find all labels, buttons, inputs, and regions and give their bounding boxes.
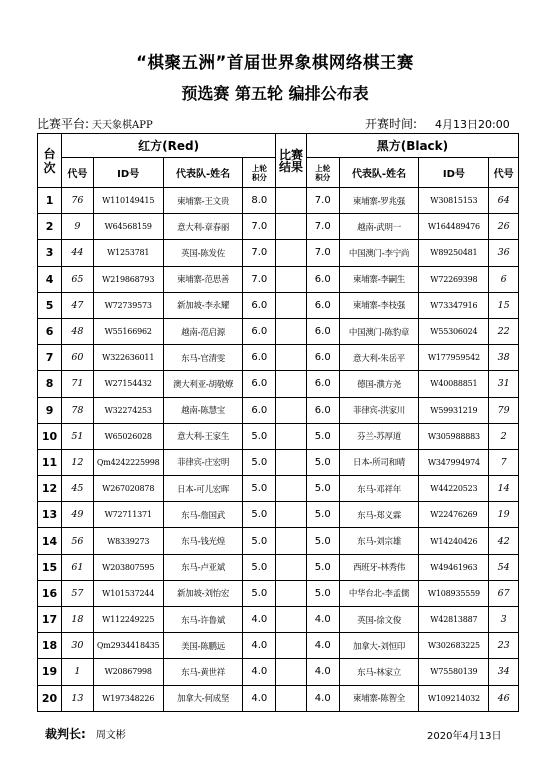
red-player-code: 44: [62, 240, 94, 266]
table-number-cell: 8: [38, 371, 62, 397]
red-player-prev-score: 5.0: [243, 449, 276, 475]
pairing-rows: [38, 188, 519, 712]
red-player-team-name: 意大利-章春丽: [163, 214, 243, 240]
red-player-id: W20867998: [93, 659, 163, 685]
red-score-header: 上轮 积分: [243, 158, 276, 188]
black-player-code: 23: [489, 633, 519, 659]
table-number-cell: 17: [38, 607, 62, 633]
red-player-code: 57: [62, 580, 94, 606]
red-player-team-name: 英国-陈发佐: [163, 240, 243, 266]
red-player-id: W101537244: [93, 580, 163, 606]
footer-date: 2020年4月13日: [427, 731, 502, 742]
red-side-header: 红方(Red): [62, 134, 276, 158]
black-player-prev-score: 4.0: [306, 607, 339, 633]
table-row: [38, 266, 519, 292]
table-number-cell: 11: [38, 449, 62, 475]
table-row: [38, 345, 519, 371]
black-player-code: 46: [489, 685, 519, 711]
table-number-cell: 13: [38, 502, 62, 528]
match-result-cell: [276, 476, 307, 502]
table-number-cell: 5: [38, 292, 62, 318]
black-player-code: 42: [489, 528, 519, 554]
black-player-code: 79: [489, 397, 519, 423]
red-player-id: W112249225: [93, 607, 163, 633]
black-player-team-name: 菲律宾-洪家川: [339, 397, 419, 423]
red-player-id: W72711371: [93, 502, 163, 528]
black-player-code: 34: [489, 659, 519, 685]
match-result-cell: [276, 580, 307, 606]
black-player-id: W302683225: [419, 633, 489, 659]
platform-info: [37, 115, 153, 132]
red-player-id: W267020878: [93, 476, 163, 502]
black-player-prev-score: 5.0: [306, 423, 339, 449]
table-row: [38, 685, 519, 711]
red-player-code: 9: [62, 214, 94, 240]
black-player-team-name: 柬埔寨-李枝强: [339, 292, 419, 318]
platform-value: 天天象棋APP: [92, 120, 153, 131]
black-player-id: W30815153: [419, 188, 489, 214]
red-player-code: 1: [62, 659, 94, 685]
black-player-team-name: 东马-郑义霖: [339, 502, 419, 528]
red-player-prev-score: 5.0: [243, 476, 276, 502]
red-player-prev-score: 5.0: [243, 528, 276, 554]
black-player-code: 3: [489, 607, 519, 633]
table-row: [38, 423, 519, 449]
black-player-prev-score: 5.0: [306, 502, 339, 528]
red-player-id: W219868793: [93, 266, 163, 292]
table-row: [38, 214, 519, 240]
table-row: [38, 449, 519, 475]
black-player-code: 67: [489, 580, 519, 606]
table-row: [38, 659, 519, 685]
red-player-code: 30: [62, 633, 94, 659]
red-player-code: 47: [62, 292, 94, 318]
table-number-cell: 1: [38, 188, 62, 214]
black-player-id: W89250481: [419, 240, 489, 266]
red-player-team-name: 东马-黄世祥: [163, 659, 243, 685]
red-player-id: W203807595: [93, 554, 163, 580]
red-player-code: 13: [62, 685, 94, 711]
red-player-team-name: 新加坡-李永耀: [163, 292, 243, 318]
pairing-table: [37, 133, 519, 712]
red-player-id: W32274253: [93, 397, 163, 423]
black-player-prev-score: 6.0: [306, 266, 339, 292]
black-player-team-name: 东马-邓祥年: [339, 476, 419, 502]
red-player-id: W64568159: [93, 214, 163, 240]
red-player-code: 12: [62, 449, 94, 475]
black-player-id: W44220523: [419, 476, 489, 502]
document-title: “棋聚五洲”首届世界象棋网络棋王赛: [136, 53, 414, 72]
black-player-team-name: 芬兰-苏厚道: [339, 423, 419, 449]
red-player-id: W8339273: [93, 528, 163, 554]
black-id-header: ID号: [419, 158, 489, 188]
black-player-prev-score: 4.0: [306, 659, 339, 685]
red-player-team-name: 日本-可儿宏晖: [163, 476, 243, 502]
red-player-prev-score: 4.0: [243, 633, 276, 659]
black-player-prev-score: 6.0: [306, 371, 339, 397]
red-player-code: 60: [62, 345, 94, 371]
red-player-code: 51: [62, 423, 94, 449]
black-player-prev-score: 4.0: [306, 633, 339, 659]
black-player-code: 14: [489, 476, 519, 502]
table-row: [38, 292, 519, 318]
red-player-prev-score: 5.0: [243, 502, 276, 528]
red-player-prev-score: 4.0: [243, 659, 276, 685]
table-row: [38, 476, 519, 502]
black-player-prev-score: 5.0: [306, 449, 339, 475]
match-result-cell: [276, 266, 307, 292]
red-player-code: 78: [62, 397, 94, 423]
match-result-cell: [276, 423, 307, 449]
match-result-cell: [276, 345, 307, 371]
black-player-prev-score: 5.0: [306, 554, 339, 580]
table-number-cell: 3: [38, 240, 62, 266]
black-player-team-name: 德国-濮方尧: [339, 371, 419, 397]
red-player-prev-score: 4.0: [243, 607, 276, 633]
red-player-prev-score: 6.0: [243, 345, 276, 371]
black-player-id: W59931219: [419, 397, 489, 423]
black-player-id: W42813887: [419, 607, 489, 633]
chief-referee: [45, 725, 126, 742]
table-row: [38, 240, 519, 266]
table-number-cell: 9: [38, 397, 62, 423]
table-number-cell: 20: [38, 685, 62, 711]
black-player-id: W49461963: [419, 554, 489, 580]
match-result-cell: [276, 449, 307, 475]
red-player-team-name: 越南-范启源: [163, 318, 243, 344]
match-result-cell: [276, 685, 307, 711]
red-player-code: 71: [62, 371, 94, 397]
black-player-code: 2: [489, 423, 519, 449]
red-player-id: W65026028: [93, 423, 163, 449]
black-player-team-name: 柬埔寨-罗兆强: [339, 188, 419, 214]
red-player-id: W55166962: [93, 318, 163, 344]
black-player-prev-score: 5.0: [306, 528, 339, 554]
red-player-team-name: 东马-钱光煌: [163, 528, 243, 554]
red-player-id: W1253781: [93, 240, 163, 266]
table-number-cell: 12: [38, 476, 62, 502]
red-player-team-name: 东马-官清雯: [163, 345, 243, 371]
red-player-prev-score: 6.0: [243, 292, 276, 318]
black-player-prev-score: 5.0: [306, 476, 339, 502]
match-result-cell: [276, 371, 307, 397]
black-player-code: 38: [489, 345, 519, 371]
red-player-code: 56: [62, 528, 94, 554]
referee-name: 周文彬: [95, 730, 126, 741]
match-result-cell: [276, 214, 307, 240]
start-time-value: 4月13日20:00: [435, 118, 510, 131]
table-number-cell: 4: [38, 266, 62, 292]
black-player-id: W40088851: [419, 371, 489, 397]
red-player-id: W27154432: [93, 371, 163, 397]
black-player-team-name: 日本-所司和晴: [339, 449, 419, 475]
result-header: 比赛 结果: [276, 134, 307, 188]
red-player-team-name: 澳大利亚-胡敬燎: [163, 371, 243, 397]
red-player-prev-score: 5.0: [243, 580, 276, 606]
black-player-code: 7: [489, 449, 519, 475]
table-number-cell: 16: [38, 580, 62, 606]
black-player-code: 64: [489, 188, 519, 214]
black-player-id: W109214032: [419, 685, 489, 711]
red-player-prev-score: 6.0: [243, 371, 276, 397]
black-player-id: W72269398: [419, 266, 489, 292]
red-player-code: 65: [62, 266, 94, 292]
black-player-prev-score: 7.0: [306, 214, 339, 240]
red-player-code: 61: [62, 554, 94, 580]
table-number-header: 台 次: [38, 134, 62, 188]
red-player-id: W110149415: [93, 188, 163, 214]
red-player-team-name: 意大利-王家生: [163, 423, 243, 449]
table-row: [38, 580, 519, 606]
red-player-prev-score: 6.0: [243, 318, 276, 344]
black-player-id: W108935559: [419, 580, 489, 606]
red-player-team-name: 越南-陈慧宝: [163, 397, 243, 423]
black-score-header: 上轮 积分: [306, 158, 339, 188]
red-player-id: Qm4242225998: [93, 449, 163, 475]
table-row: [38, 502, 519, 528]
black-player-code: 6: [489, 266, 519, 292]
match-result-cell: [276, 607, 307, 633]
red-num-header: 代号: [62, 158, 94, 188]
black-player-id: W177959542: [419, 345, 489, 371]
black-num-header: 代号: [489, 158, 519, 188]
red-player-prev-score: 7.0: [243, 266, 276, 292]
red-player-id: W72739573: [93, 292, 163, 318]
black-player-team-name: 加拿大-刘恒印: [339, 633, 419, 659]
document-subtitle: 预选赛 第五轮 编排公布表: [181, 84, 369, 103]
red-player-prev-score: 6.0: [243, 397, 276, 423]
match-result-cell: [276, 397, 307, 423]
table-number-cell: 10: [38, 423, 62, 449]
black-player-id: W55306024: [419, 318, 489, 344]
black-player-prev-score: 6.0: [306, 397, 339, 423]
start-time-info: [365, 115, 510, 132]
red-player-team-name: 柬埔寨-范思善: [163, 266, 243, 292]
black-player-code: 15: [489, 292, 519, 318]
match-result-cell: [276, 292, 307, 318]
referee-label: 裁判长:: [45, 727, 86, 741]
table-number-cell: 2: [38, 214, 62, 240]
black-player-prev-score: 7.0: [306, 240, 339, 266]
red-team-header: 代表队-姓名: [163, 158, 243, 188]
red-player-code: 49: [62, 502, 94, 528]
red-player-team-name: 新加坡-刘怡宏: [163, 580, 243, 606]
red-player-team-name: 东马-许鲁斌: [163, 607, 243, 633]
black-player-team-name: 英国-徐文俊: [339, 607, 419, 633]
table-row: [38, 397, 519, 423]
red-player-id: Qm2934418435: [93, 633, 163, 659]
black-player-team-name: 中国澳门-李宁尚: [339, 240, 419, 266]
red-player-team-name: 东马-詹国武: [163, 502, 243, 528]
black-player-team-name: 中华台北-李孟儒: [339, 580, 419, 606]
table-row: [38, 554, 519, 580]
table-number-cell: 7: [38, 345, 62, 371]
platform-label: 比赛平台:: [37, 117, 90, 131]
black-player-prev-score: 4.0: [306, 685, 339, 711]
red-player-prev-score: 4.0: [243, 685, 276, 711]
black-player-team-name: 柬埔寨-李嗣生: [339, 266, 419, 292]
black-player-team-name: 意大利-朱岳平: [339, 345, 419, 371]
table-number-cell: 19: [38, 659, 62, 685]
black-player-id: W75580139: [419, 659, 489, 685]
red-player-prev-score: 5.0: [243, 554, 276, 580]
black-player-id: W164489476: [419, 214, 489, 240]
red-player-prev-score: 7.0: [243, 240, 276, 266]
table-number-cell: 15: [38, 554, 62, 580]
table-number-cell: 6: [38, 318, 62, 344]
red-player-team-name: 加拿大-何成坚: [163, 685, 243, 711]
black-player-prev-score: 5.0: [306, 580, 339, 606]
red-player-id: W197348226: [93, 685, 163, 711]
table-row: [38, 188, 519, 214]
red-player-code: 45: [62, 476, 94, 502]
table-row: [38, 633, 519, 659]
black-player-id: W73347916: [419, 292, 489, 318]
red-player-team-name: 柬埔寨-王文贵: [163, 188, 243, 214]
red-player-code: 76: [62, 188, 94, 214]
black-player-team-name: 越南-武明一: [339, 214, 419, 240]
black-team-header: 代表队-姓名: [339, 158, 419, 188]
black-player-prev-score: 6.0: [306, 318, 339, 344]
red-player-team-name: 菲律宾-庄宏明: [163, 449, 243, 475]
red-player-code: 18: [62, 607, 94, 633]
table-row: [38, 528, 519, 554]
black-player-team-name: 柬埔寨-陈智全: [339, 685, 419, 711]
black-player-id: W347994974: [419, 449, 489, 475]
black-side-header: 黑方(Black): [306, 134, 518, 158]
table-number-cell: 18: [38, 633, 62, 659]
black-player-team-name: 中国澳门-陈豹章: [339, 318, 419, 344]
table-row: [38, 318, 519, 344]
match-result-cell: [276, 659, 307, 685]
match-result-cell: [276, 318, 307, 344]
match-result-cell: [276, 502, 307, 528]
red-player-prev-score: 7.0: [243, 214, 276, 240]
match-result-cell: [276, 240, 307, 266]
black-player-team-name: 东马-林家立: [339, 659, 419, 685]
black-player-code: 54: [489, 554, 519, 580]
black-player-team-name: 西班牙-林秀伟: [339, 554, 419, 580]
black-player-prev-score: 6.0: [306, 345, 339, 371]
match-result-cell: [276, 633, 307, 659]
match-result-cell: [276, 188, 307, 214]
black-player-code: 31: [489, 371, 519, 397]
red-player-prev-score: 8.0: [243, 188, 276, 214]
red-player-team-name: 美国-陈鹏远: [163, 633, 243, 659]
black-player-id: W305988883: [419, 423, 489, 449]
black-player-code: 22: [489, 318, 519, 344]
table-row: [38, 607, 519, 633]
red-id-header: ID号: [93, 158, 163, 188]
black-player-code: 26: [489, 214, 519, 240]
black-player-team-name: 东马-刘宗雄: [339, 528, 419, 554]
red-player-id: W322636011: [93, 345, 163, 371]
red-player-code: 48: [62, 318, 94, 344]
red-player-team-name: 东马-卢亚斌: [163, 554, 243, 580]
black-player-id: W22476269: [419, 502, 489, 528]
table-row: [38, 371, 519, 397]
black-player-id: W14240426: [419, 528, 489, 554]
match-result-cell: [276, 528, 307, 554]
black-player-prev-score: 7.0: [306, 188, 339, 214]
match-result-cell: [276, 554, 307, 580]
black-player-code: 36: [489, 240, 519, 266]
start-time-label: 开赛时间:: [365, 117, 418, 131]
black-player-prev-score: 6.0: [306, 292, 339, 318]
red-player-prev-score: 5.0: [243, 423, 276, 449]
table-number-cell: 14: [38, 528, 62, 554]
black-player-code: 19: [489, 502, 519, 528]
